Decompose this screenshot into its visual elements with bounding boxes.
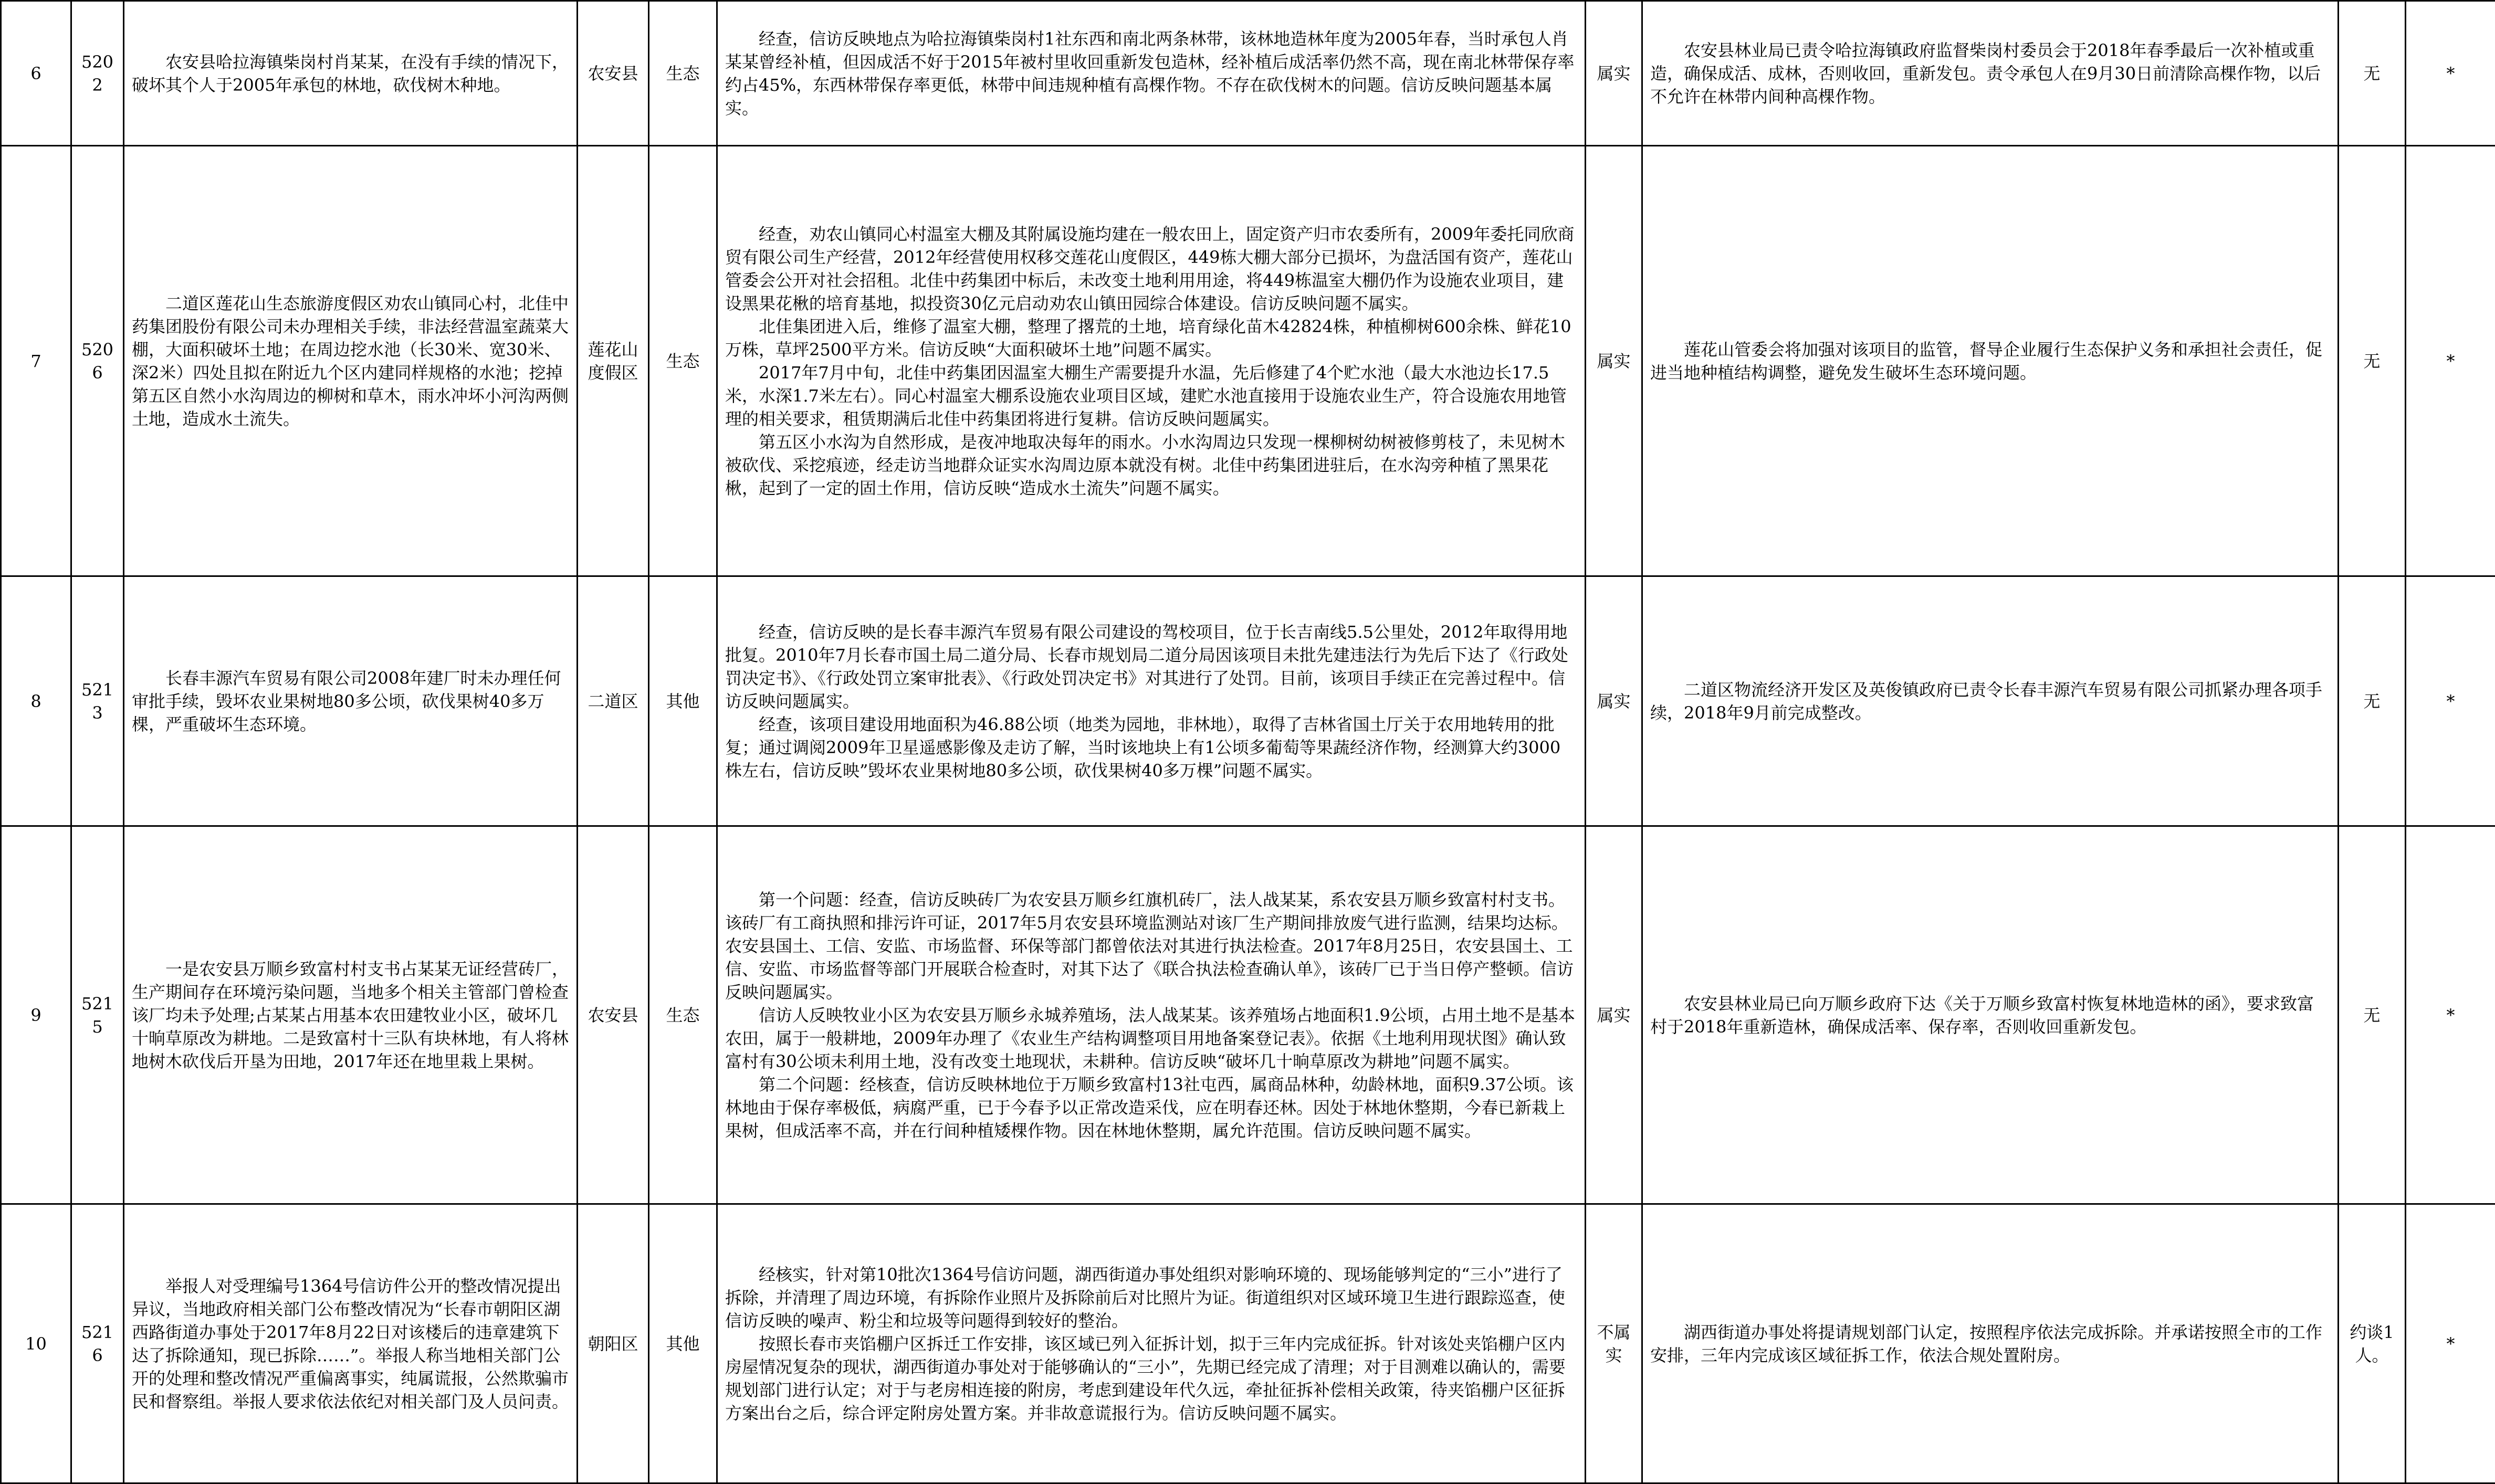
mark-cell: *: [2406, 576, 2495, 826]
accountability-cell: 无: [2339, 576, 2406, 826]
verdict-cell: 不属实: [1586, 1204, 1642, 1483]
row-number-cell: 7: [1, 146, 71, 576]
findings-cell: [717, 1, 1586, 146]
accountability-cell: 约谈1人。: [2339, 1204, 2406, 1483]
verdict-cell: 属实: [1586, 576, 1642, 826]
verdict-cell: 属实: [1586, 146, 1642, 576]
handling-cell-paragraph: 二道区物流经济开发区及英俊镇政府已责令长春丰源汽车贸易有限公司抓紧办理各项手续，2018年9月前完成整改。: [1650, 678, 2330, 724]
findings-cell-paragraph: 经查，信访反映的是长春丰源汽车贸易有限公司建设的驾校项目，位于长吉南线5.5公里处，2012年取得用地批复。2010年7月长春市国土局二道分局、长春市规划局二道分局因该项目未批先建违法行为先后下达了《行政处罚决定书》、《行政处罚立案审批表》、《行政处罚决定书》对其进行了处罚。目前，该项目手续正在完善过程中。信访反映问题属实。: [725, 620, 1577, 713]
case-code-cell: 5215: [71, 826, 124, 1204]
mark-cell: *: [2406, 1204, 2495, 1483]
handling-cell: [1642, 146, 2339, 576]
findings-cell-paragraph: 2017年7月中旬，北佳中药集团因温室大棚生产需要提升水温，先后修建了4个贮水池（最大水池边长17.5米，水深1.7米左右）。同心村温室大棚系设施农业项目区域，建贮水池直接用于设施农业生产，符合设施农用地管理的相关要求，租赁期满后北佳中药集团将进行复耕。信访反映问题属实。: [725, 361, 1577, 430]
case-code-cell: 5213: [71, 576, 124, 826]
findings-cell: [717, 146, 1586, 576]
findings-cell-paragraph: 经查，信访反映地点为哈拉海镇柴岗村1社东西和南北两条林带，该林地造林年度为2005年春，当时承包人肖某某曾经补植，但因成活不好于2015年被村里收回重新发包造林，经补植后成活率仍然不高，现在南北林带保存率约占45%，东西林带保存率更低，林带中间违规种植有高棵作物。不存在砍伐树木的问题。信访反映问题基本属实。: [725, 27, 1577, 120]
findings-cell-paragraph: 北佳集团进入后，维修了温室大棚，整理了撂荒的土地，培育绿化苗木42824株，种植柳树600余株、鲜花10万株，草坪2500平方米。信访反映“大面积破坏土地”问题不属实。: [725, 315, 1577, 361]
accountability-cell: 无: [2339, 1, 2406, 146]
findings-cell-paragraph: 信访人反映牧业小区为农安县万顺乡永城养殖场，法人战某某。该养殖场占地面积1.9公顷，占用土地不是基本农田，属于一般耕地，2009年办理了《农业生产结构调整项目用地备案登记表》。依据《土地利用现状图》确认致富村有30公顷未利用土地，没有改变土地现状，未耕种。信访反映“破坏几十晌草原改为耕地”问题不属实。: [725, 1004, 1577, 1073]
complaint-cell-paragraph: 长春丰源汽车贸易有限公司2008年建厂时未办理任何审批手续，毁坏农业果树地80多公顷，砍伐果树40多万棵，严重破坏生态环境。: [132, 667, 569, 736]
case-code-cell: 5216: [71, 1204, 124, 1483]
handling-cell: [1642, 1204, 2339, 1483]
issue-type-cell: 生态: [649, 1, 717, 146]
findings-cell-paragraph: 经核实，针对第10批次1364号信访问题，湖西街道办事处组织对影响环境的、现场能够判定的“三小”进行了拆除，并清理了周边环境，有拆除作业照片及拆除前后对比照片为证。街道组织对区域环境卫生进行跟踪巡查，使信访反映的噪声、粉尘和垃圾等问题得到较好的整治。: [725, 1263, 1577, 1332]
findings-cell: [717, 576, 1586, 826]
row-number-cell: 9: [1, 826, 71, 1204]
findings-cell-paragraph: 第五区小水沟为自然形成，是夜冲地取决每年的雨水。小水沟周边只发现一棵柳树幼树被修剪枝了，未见树木被砍伐、采挖痕迹，经走访当地群众证实水沟周边原本就没有树。北佳中药集团进驻后，在水沟旁种植了黑果花楸，起到了一定的固土作用，信访反映“造成水土流失”问题不属实。: [725, 430, 1577, 500]
mark-cell: *: [2406, 826, 2495, 1204]
row-number-cell: 8: [1, 576, 71, 826]
district-cell: 朝阳区: [578, 1204, 649, 1483]
complaint-cell: [124, 1204, 578, 1483]
handling-cell-paragraph: 莲花山管委会将加强对该项目的监管，督导企业履行生态保护义务和承担社会责任，促进当地种植结构调整，避免发生破坏生态环境问题。: [1650, 338, 2330, 384]
complaint-cell-paragraph: 举报人对受理编号1364号信访件公开的整改情况提出异议，当地政府相关部门公布整改情况为“长春市朝阳区湖西路街道办事处于2017年8月22日对该楼后的违章建筑下达了拆除通知，现已拆除……”。举报人称当地相关部门公开的处理和整改情况严重偏离事实，纯属谎报，公然欺骗市民和督察组。举报人要求依法依纪对相关部门及人员问责。: [132, 1275, 569, 1413]
table-row: [1, 146, 2495, 576]
complaint-cell: [124, 826, 578, 1204]
accountability-cell: 无: [2339, 826, 2406, 1204]
district-cell: 农安县: [578, 1, 649, 146]
district-cell: 农安县: [578, 826, 649, 1204]
findings-cell: [717, 1204, 1586, 1483]
findings-cell: [717, 826, 1586, 1204]
complaint-cell-paragraph: 二道区莲花山生态旅游度假区劝农山镇同心村，北佳中药集团股份有限公司未办理相关手续，非法经营温室蔬菜大棚，大面积破坏土地；在周边挖水池（长30米、宽30米、深2米）四处且拟在附近九个区内建同样规格的水池；挖掉第五区自然小水沟周边的柳树和草木，雨水冲坏小河沟两侧土地，造成水土流失。: [132, 292, 569, 430]
district-cell: 莲花山度假区: [578, 146, 649, 576]
mark-cell: *: [2406, 146, 2495, 576]
case-code-cell: 5202: [71, 1, 124, 146]
findings-cell-paragraph: 经查，劝农山镇同心村温室大棚及其附属设施均建在一般农田上，固定资产归市农委所有，2009年委托同欣商贸有限公司生产经营，2012年经营使用权移交莲花山度假区，449栋大棚大部分已损坏，为盘活国有资产，莲花山管委会公开对社会招租。北佳中药集团中标后，未改变土地利用用途，将449栋温室大棚仍作为设施农业项目，建设黑果花楸的培育基地，拟投资30亿元启动劝农山镇田园综合体建设。信访反映问题不属实。: [725, 223, 1577, 315]
issue-type-cell: 生态: [649, 146, 717, 576]
handling-cell: [1642, 576, 2339, 826]
findings-cell-paragraph: 经查，该项目建设用地面积为46.88公顷（地类为园地，非林地），取得了吉林省国土厅关于农用地转用的批复；通过调阅2009年卫星遥感影像及走访了解，当时该地块上有1公顷多葡萄等果蔬经济作物，经测算大约3000株左右，信访反映”毁坏农业果树地80多公顷，砍伐果树40多万棵”问题不属实。: [725, 713, 1577, 782]
handling-cell-paragraph: 农安县林业局已向万顺乡政府下达《关于万顺乡致富村恢复林地造林的函》，要求致富村于2018年重新造林，确保成活率、保存率，否则收回重新发包。: [1650, 992, 2330, 1038]
table-row: [1, 576, 2495, 826]
verdict-cell: 属实: [1586, 826, 1642, 1204]
complaint-cell-paragraph: 一是农安县万顺乡致富村村支书占某某无证经营砖厂，生产期间存在环境污染问题，当地多个相关主管部门曾检查该厂均未予处理;占某某占用基本农田建牧业小区，破坏几十晌草原改为耕地。二是致富村十三队有块林地，有人将林地树木砍伐后开垦为田地，2017年还在地里栽上果树。: [132, 957, 569, 1073]
table-row: [1, 1, 2495, 146]
accountability-cell: 无: [2339, 146, 2406, 576]
table-row: [1, 826, 2495, 1204]
issue-type-cell: 其他: [649, 1204, 717, 1483]
handling-cell: [1642, 1, 2339, 146]
issue-type-cell: 其他: [649, 576, 717, 826]
findings-cell-paragraph: 按照长春市夹馅棚户区拆迁工作安排，该区域已列入征拆计划，拟于三年内完成征拆。针对该处夹馅棚户区内房屋情况复杂的现状，湖西街道办事处对于能够确认的“三小”，先期已经完成了清理；对于目测难以确认的，需要规划部门进行认定；对于与老房相连接的附房，考虑到建设年代久远，牵扯征拆补偿相关政策，待夹馅棚户区征拆方案出台之后，综合评定附房处置方案。并非故意谎报行为。信访反映问题不属实。: [725, 1332, 1577, 1425]
row-number-cell: 6: [1, 1, 71, 146]
findings-cell-paragraph: 第一个问题：经查，信访反映砖厂为农安县万顺乡红旗机砖厂，法人战某某，系农安县万顺乡致富村村支书。该砖厂有工商执照和排污许可证，2017年5月农安县环境监测站对该厂生产期间排放废气进行监测，结果均达标。农安县国土、工信、安监、市场监督、环保等部门都曾依法对其进行执法检查。2017年8月25日，农安县国土、工信、安监、市场监督等部门开展联合检查时，对其下达了《联合执法检查确认单》，该砖厂已于当日停产整顿。信访反映问题属实。: [725, 888, 1577, 1004]
findings-cell-paragraph: 第二个问题：经核查，信访反映林地位于万顺乡致富村13社屯西，属商品林种，幼龄林地，面积9.37公顷。该林地由于保存率极低，病腐严重，已于今春予以正常改造采伐，应在明春还林。因处于林地休整期，今春已新栽上果树，但成活率不高，并在行间种植矮棵作物。因在林地休整期，属允许范围。信访反映问题不属实。: [725, 1073, 1577, 1142]
table-row: [1, 1204, 2495, 1483]
district-cell: 二道区: [578, 576, 649, 826]
verdict-cell: 属实: [1586, 1, 1642, 146]
row-number-cell: 10: [1, 1204, 71, 1483]
complaint-cell: [124, 146, 578, 576]
complaint-cell: [124, 576, 578, 826]
mark-cell: *: [2406, 1, 2495, 146]
handling-cell-paragraph: 农安县林业局已责令哈拉海镇政府监督柴岗村委员会于2018年春季最后一次补植或重造，确保成活、成林，否则收回，重新发包。责令承包人在9月30日前清除高棵作物，以后不允许在林带内间种高棵作物。: [1650, 39, 2330, 108]
handling-cell: [1642, 826, 2339, 1204]
complaint-cell: [124, 1, 578, 146]
complaint-cell-paragraph: 农安县哈拉海镇柴岗村肖某某，在没有手续的情况下，破坏其个人于2005年承包的林地，砍伐树木种地。: [132, 50, 569, 97]
handling-cell-paragraph: 湖西街道办事处将提请规划部门认定，按照程序依法完成拆除。并承诺按照全市的工作安排，三年内完成该区域征拆工作，依法合规处置附房。: [1650, 1321, 2330, 1367]
issue-type-cell: 生态: [649, 826, 717, 1204]
table-body: [1, 1, 2495, 1483]
case-code-cell: 5206: [71, 146, 124, 576]
